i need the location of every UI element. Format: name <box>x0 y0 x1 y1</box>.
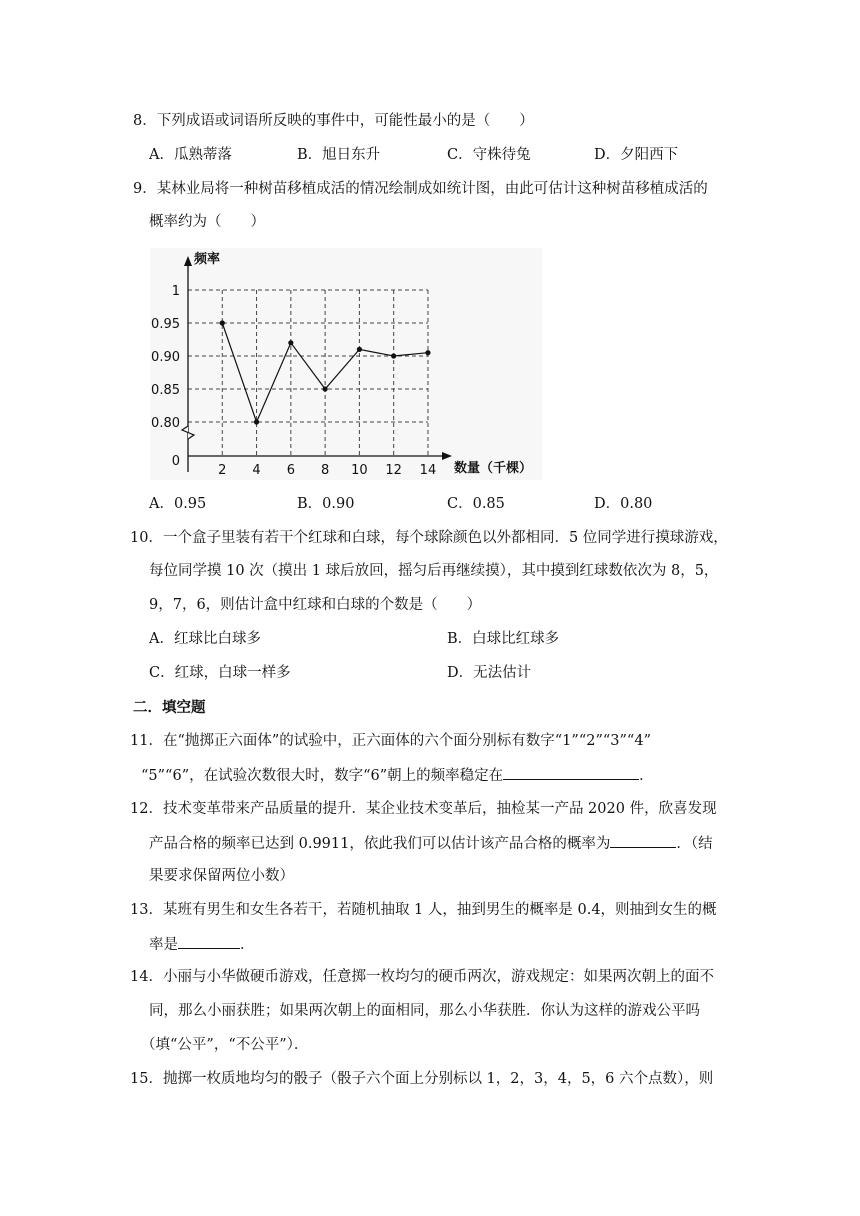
x-tick-label: 2 <box>218 463 227 478</box>
q9-option-a: A．0.95 <box>149 496 207 512</box>
q10-line2: 每位同学摸 10 次（摸出 1 球后放回，摇匀后再继续摸），其中摸到红球数依次为 8，5， <box>149 563 719 579</box>
x-tick-label: 14 <box>419 463 437 478</box>
y-tick-label: 0.90 <box>151 350 180 365</box>
y-tick-label: 0 <box>171 454 180 469</box>
q13-answer-blank[interactable] <box>178 934 240 949</box>
q12-line1: 12．技术变革带来产品质量的提升．某企业技术变革后，抽检某一产品 2020 件，欣喜发现 <box>130 801 717 817</box>
q8-option-a: A．瓜熟蒂落 <box>149 147 232 163</box>
q14-line2: 同，那么小丽获胜；如果两次朝上的面相同，那么小华获胜．你认为这样的游戏公平吗 <box>149 1003 700 1019</box>
q8-option-d: D．夕阳西下 <box>594 147 679 163</box>
data-point <box>357 347 362 352</box>
q8-option-c: C．守株待兔 <box>447 147 531 163</box>
q10-option-b: B．白球比红球多 <box>447 631 560 647</box>
q12-line3: 果要求保留两位小数） <box>149 868 294 884</box>
q14-line3: （填“公平”，“不公平”）． <box>141 1037 309 1053</box>
y-tick-label: 0.80 <box>151 416 180 431</box>
q10-line1: 10．一个盒子里装有若干个红球和白球，每个球除颜色以外都相同．5 位同学进行摸球游戏， <box>130 530 728 546</box>
q10-option-c: C．红球，白球一样多 <box>149 665 291 681</box>
q13-line1: 13．某班有男生和女生各若干，若随机抽取 1 人，抽到男生的概率是 0.4，则抽到女生的概 <box>130 902 717 918</box>
frequency-line-chart <box>150 248 542 480</box>
q13-line2-text: 率是 <box>149 937 178 953</box>
x-tick-label: 4 <box>252 463 261 478</box>
x-tick-label: 12 <box>385 463 402 478</box>
q10-option-d: D．无法估计 <box>447 665 532 681</box>
x-tick-label: 6 <box>286 463 295 478</box>
q13-line2-end: ． <box>240 937 255 953</box>
q9-stem-line1: 9．某林业局将一种树苗移植成活的情况绘制成如统计图，由此可估计这种树苗移植成活的 <box>133 181 708 197</box>
y-axis-label: 频率 <box>194 252 221 267</box>
data-point <box>254 419 259 424</box>
q12-answer-blank[interactable] <box>610 833 676 848</box>
section-heading-fill-in: 二．填空题 <box>133 699 206 716</box>
y-tick-label: 0.85 <box>151 383 180 398</box>
q11-line1: 11．在“抛掷正六面体”的试验中，正六面体的六个面分别标有数字“1”“2”“3”“4” <box>130 733 651 749</box>
data-point <box>288 340 293 345</box>
data-point <box>323 386 328 391</box>
q14-line1: 14．小丽与小华做硬币游戏，任意掷一枚均匀的硬币两次，游戏规定：如果两次朝上的面不 <box>130 969 714 985</box>
x-tick-label: 10 <box>351 463 368 478</box>
q10-line3: 9，7，6，则估计盒中红球和白球的个数是（ ） <box>149 597 482 613</box>
q10-option-a: A．红球比白球多 <box>149 631 261 647</box>
q9-option-c: C．0.85 <box>447 496 505 512</box>
q11-line2 <box>141 765 654 786</box>
x-tick-label: 8 <box>320 463 330 478</box>
data-point <box>220 320 225 325</box>
x-axis-label: 数量（千棵） <box>454 461 533 476</box>
q11-answer-blank[interactable] <box>503 765 639 780</box>
q15-line1: 15．抛掷一枚质地均匀的骰子（骰子六个面上分别标以 1，2，3，4，5，6 六个点数），则 <box>130 1071 714 1087</box>
q13-line2 <box>149 934 255 955</box>
y-tick-label: 0.95 <box>151 317 180 332</box>
q11-line2-text: “5”“6”，在试验次数很大时，数字“6”朝上的频率稳定在 <box>141 768 504 784</box>
q12-line2-text: 产品合格的频率已达到 0.9911，依此我们可以估计该产品合格的概率为 <box>149 836 611 852</box>
data-point <box>391 353 396 358</box>
q8-option-b: B．旭日东升 <box>297 147 381 163</box>
q9-option-d: D．0.80 <box>594 496 653 512</box>
data-point <box>425 350 430 355</box>
q8-stem: 8．下列成语或词语所反映的事件中，可能性最小的是（ ） <box>133 113 534 129</box>
q9-option-b: B．0.90 <box>297 496 355 512</box>
q12-line2 <box>149 833 713 854</box>
q11-line2-end: ． <box>639 768 654 784</box>
q9-stem-line2: 概率约为（ ） <box>149 214 265 230</box>
y-tick-label: 1 <box>171 284 180 299</box>
q12-line2-end: ．（结 <box>676 836 713 852</box>
